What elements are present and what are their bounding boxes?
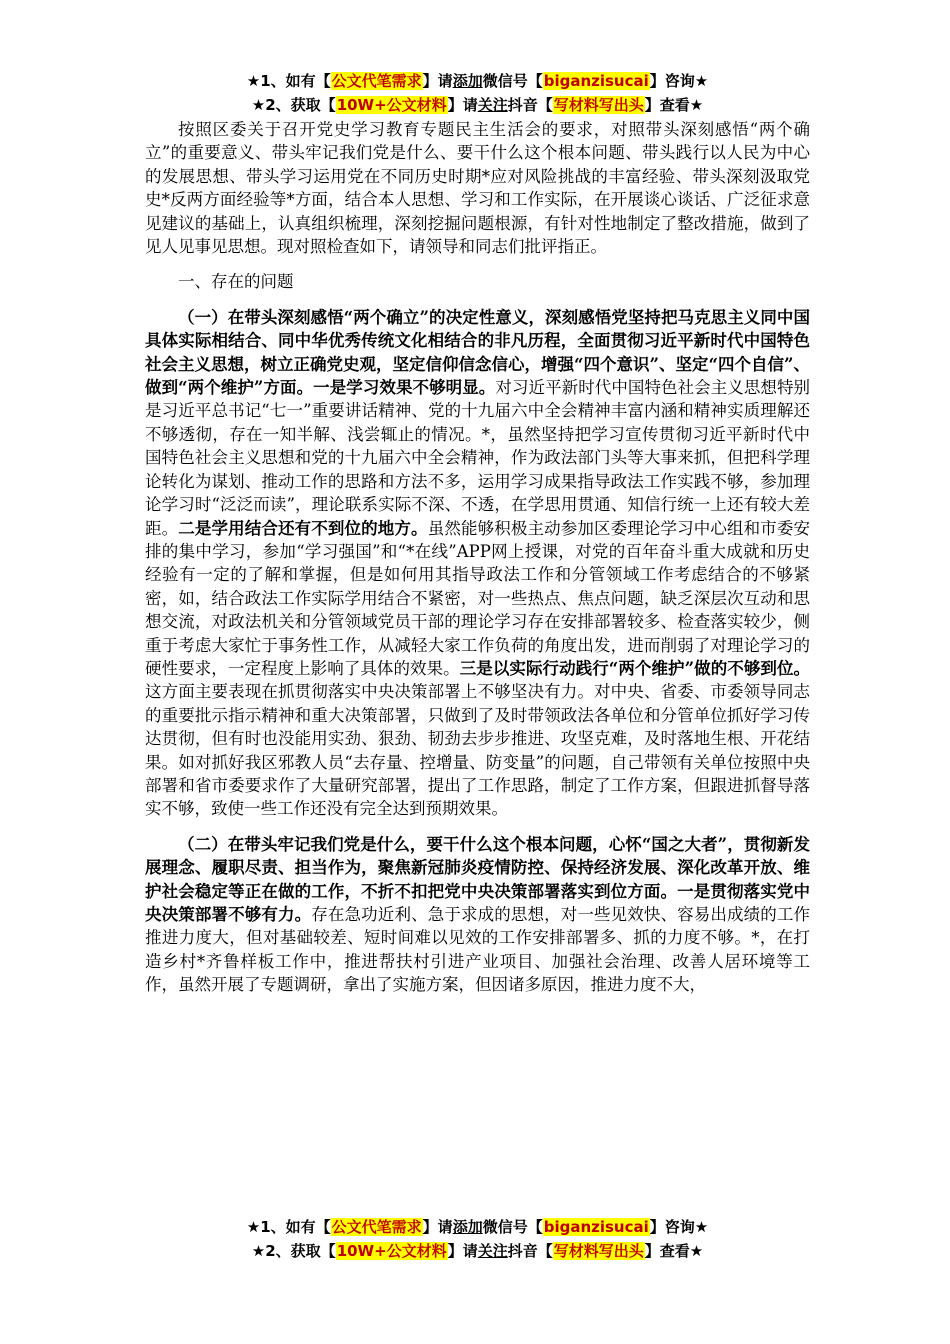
bold-text: 二是学用结合还有不到位的地方。 xyxy=(178,518,428,538)
banner-highlight: 10W+公文材料 xyxy=(336,1242,447,1260)
bottom-banner xyxy=(145,1216,810,1264)
banner-highlight: biganzisucai xyxy=(543,72,649,90)
banner-line-2 xyxy=(145,1240,810,1264)
body-text: 存在急功近利、急于求成的思想，对一些见效快、容易出成绩的工作推进力度大，但对基础较差、短时间难以见效的工作安排部署多、抓的力度不够。*，在打造乡村*齐鲁样板工作中，推进帮扶村引进产业项目、加强社会治理、改善人居环境等工作，虽然开展了专题调研，拿出了实施方案，但因诸多原因，推进力度不大， xyxy=(145,905,811,995)
document-body xyxy=(145,118,810,997)
banner-text: 】请 xyxy=(422,72,453,90)
paragraph-1 xyxy=(145,306,810,821)
banner-text: 】查看★ xyxy=(644,1242,704,1260)
intro-paragraph: 按照区委关于召开党史学习教育专题民主生活会的要求，对照带头深刻感悟“两个确立”的重要意义、带头牢记我们党是什么、要干什么这个根本问题、带头践行以人民为中心的发展思想、带头学习运用党在不同历史时期*应对风险挑战的丰富经验、带头深刻汲取党史*反两方面经验等*方面，结合本人思想、学习和工作实际，在开展谈心谈话、广泛征求意见建议的基础上，认真组织梳理，深刻挖掘问题根源，有针对性地制定了整改措施，做到了见人见事见思想。现对照检查如下，请领导和同志们批评指正。 xyxy=(145,120,810,257)
paragraph-2 xyxy=(145,833,810,997)
body-text: 虽然能够积极主动参加区委理论学习中心组和市委安排的集中学习，参加“学习强国”和“*在线”APP网上授课，对党的百年奋斗重大成就和历史经验有一定的了解和掌握，但是如何用其指导政法工作和分管领域工作考虑结合的不够紧密，如，结合政法工作实际学用结合不紧密，对一些热点、焦点问题，缺乏深层次互动和思想交流，对政法机关和分管领域党员干部的理论学习存在安排部署较多、检查落实较少，侧重于考虑大家忙于事务性工作，从减轻大家工作负荷的角度出发，进而削弱了对理论学习的硬性要求，一定程度上影响了具体的效果。 xyxy=(145,518,811,678)
banner-line-2 xyxy=(145,94,810,118)
banner-text: 】咨询★ xyxy=(649,72,709,90)
body-text: 对习近平新时代中国特色社会主义思想特别是习近平总书记“七一”重要讲话精神、党的十九届六中全会精神丰富内涵和精神实质理解还不够透彻，存在一知半解、浅尝辄止的情况。*，虽然坚持把学习宣传贯彻习近平新时代中国特色社会主义思想和党的十九届六中全会精神，作为政法部门头等大事来抓，但把科学理论转化为谋划、推动工作的思路和方法不多，运用学习成果指导政法工作实践不够，参加理论学习时“泛泛而读”，理论联系实际不深、不透，在学思用贯通、知信行统一上还有较大差距。 xyxy=(145,378,811,538)
banner-text: 】请 xyxy=(447,1242,478,1260)
banner-text: 】请 xyxy=(422,1218,453,1236)
banner-text: 微信号【 xyxy=(482,1218,543,1236)
section-heading: 一、存在的问题 xyxy=(178,272,294,292)
banner-highlight: 写材料写出头 xyxy=(553,96,644,114)
banner-text: 抖音【 xyxy=(507,96,553,114)
banner-highlight: biganzisucai xyxy=(543,1218,649,1236)
banner-line-1 xyxy=(145,1216,810,1240)
banner-text: 抖音【 xyxy=(507,1242,553,1260)
banner-line-1 xyxy=(145,70,810,94)
bold-text: （二）在带头牢记我们党是什么，要干什么这个根本问题，心怀“国之大者”，贯彻新发展理念、履职尽责、担当作为，聚焦新冠肺炎疫情防控、保持经济发展、深化改革开放、维护社会稳定等正在做的工作，不折不扣把党中央决策部署落实到位方面。一是贯彻落实党中央决策部署不够有力。 xyxy=(145,834,810,924)
banner-underlined: 关注 xyxy=(477,1242,508,1260)
top-banner xyxy=(145,70,810,118)
banner-highlight: 写材料写出头 xyxy=(553,1242,644,1260)
banner-highlight: 公文代笔需求 xyxy=(331,1218,422,1236)
banner-text: 微信号【 xyxy=(482,72,543,90)
banner-underlined: 关注 xyxy=(477,96,508,114)
bold-text: 三是以实际行动践行“两个维护”做的不够到位。 xyxy=(459,658,811,678)
banner-text: ★2、获取【 xyxy=(251,1242,336,1260)
banner-text: 】请 xyxy=(447,96,478,114)
banner-text: 】咨询★ xyxy=(649,1218,709,1236)
banner-text: ★2、获取【 xyxy=(251,96,336,114)
bold-text: （一）在带头深刻感悟“两个确立”的决定性意义，深刻感悟党坚持把马克思主义同中国具体实际相结合、同中华优秀传统文化相结合的非凡历程，全面贯彻习近平新时代中国特色社会主义思想，树立正确党史观，坚定信仰信念信心，增强“四个意识”、坚定“四个自信”、做到“两个维护”方面。一是学习效果不够明显。 xyxy=(145,307,810,398)
banner-highlight: 10W+公文材料 xyxy=(336,96,447,114)
banner-highlight: 公文代笔需求 xyxy=(331,72,422,90)
banner-text: ★1、如有【 xyxy=(246,1218,331,1236)
banner-underlined: 添加 xyxy=(452,72,483,90)
banner-text: ★1、如有【 xyxy=(246,72,331,90)
banner-text: 】查看★ xyxy=(644,96,704,114)
body-text: 这方面主要表现在抓贯彻落实中央决策部署上不够坚决有力。对中央、省委、市委领导同志的重要批示指示精神和重大决策部署，只做到了及时带领政法各单位和分管单位抓好学习传达贯彻，但有时也没能用实劲、狠劲、韧劲去步步推进、攻坚克难，及时落地生根、开花结果。如对抓好我区邪教人员“去存量、控增量、防变量”的问题，自己带领有关单位按照中央部署和省市委要求作了大量研究部署，提出了工作思路，制定了工作方案，但跟进抓督导落实不够，致使一些工作还没有完全达到预期效果。 xyxy=(145,682,810,819)
banner-underlined: 添加 xyxy=(452,1218,483,1236)
